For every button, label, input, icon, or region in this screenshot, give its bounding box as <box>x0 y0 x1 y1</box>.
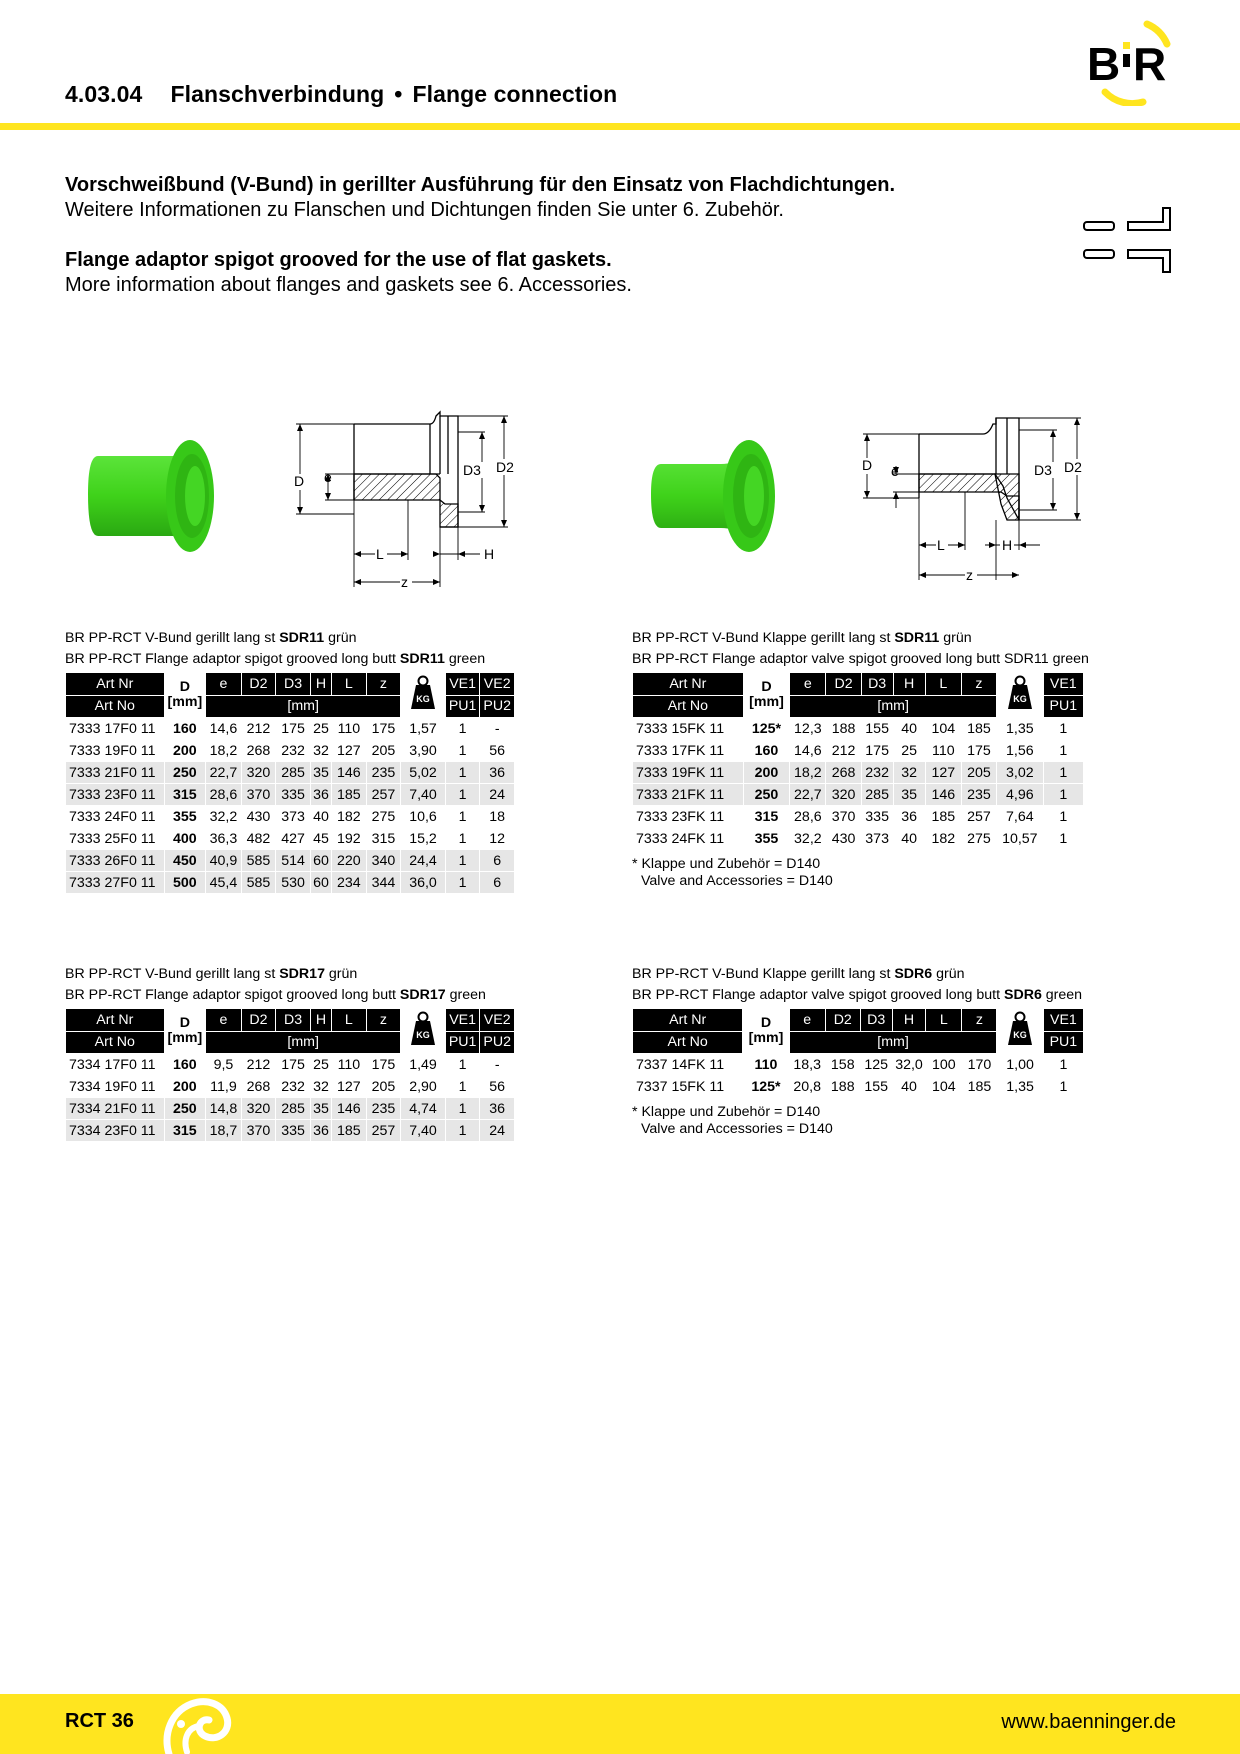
intro-en-regular: More information about flanges and gaskets see 6. Accessories. <box>65 274 632 296</box>
value-cell: 257 <box>967 808 991 825</box>
value-cell: 514 <box>276 850 310 871</box>
article-number-cell: 7333 21FK 11 <box>633 784 743 805</box>
value-cell: 482 <box>246 830 271 847</box>
value-cell: 32 <box>313 1078 329 1095</box>
dim-label-l-valve: L <box>937 537 945 553</box>
value-cell: 1 <box>446 850 480 871</box>
value-cell: 175 <box>281 720 305 737</box>
value-cell: 373 <box>281 808 305 825</box>
value-cell: 7,40 <box>401 1120 445 1141</box>
value-cell: 320 <box>242 762 276 783</box>
value-cell: 9,5 <box>213 1056 234 1073</box>
value-cell: 1 <box>446 872 480 893</box>
value-cell: 32,2 <box>209 808 238 825</box>
value-cell: 127 <box>337 742 361 759</box>
value-cell: 182 <box>337 808 361 825</box>
diameter-header: D [mm] <box>743 1009 788 1053</box>
value-cell: 370 <box>242 1120 276 1141</box>
diameter-cell: 250 <box>165 1098 206 1119</box>
value-cell: 7,40 <box>401 784 445 805</box>
table-row <box>633 806 1083 827</box>
value-cell: 14,6 <box>209 720 238 737</box>
flat-gasket-icon <box>1083 204 1173 276</box>
value-cell: 257 <box>367 1120 401 1141</box>
diameter-cell: 160 <box>754 742 779 759</box>
value-cell: 11,9 <box>210 1078 237 1095</box>
value-cell: 32 <box>894 762 925 783</box>
br-logo <box>1085 20 1180 106</box>
diameter-cell: 450 <box>165 850 206 871</box>
value-cell: 28,6 <box>794 808 822 825</box>
value-cell: 6 <box>480 872 514 893</box>
value-cell: 427 <box>281 830 305 847</box>
title-separator: • <box>394 81 403 107</box>
section-number: 4.03.04 <box>65 81 143 107</box>
value-cell: 1 <box>458 1056 467 1073</box>
value-cell: 36 <box>311 1120 331 1141</box>
value-cell: 1,49 <box>409 1056 437 1073</box>
value-cell: 4,96 <box>997 784 1043 805</box>
value-cell: 25 <box>313 1056 329 1073</box>
value-cell: 104 <box>931 720 956 737</box>
value-cell: 257 <box>367 784 401 805</box>
value-cell: 32 <box>313 742 329 759</box>
value-cell: 275 <box>967 830 991 847</box>
value-cell: 1 <box>446 1120 480 1141</box>
diameter-cell: 250 <box>744 784 790 805</box>
article-number-cell: 7337 14FK 11 <box>636 1056 725 1073</box>
table-row <box>66 1076 514 1097</box>
table-row <box>633 828 1083 849</box>
article-number-cell: 7333 24FK 11 <box>636 830 725 847</box>
value-cell: 24 <box>480 784 514 805</box>
value-cell: 1 <box>1059 808 1068 825</box>
article-number-cell: 7334 21F0 11 <box>66 1098 164 1119</box>
article-number-cell: 7333 25F0 11 <box>69 830 156 847</box>
value-cell: 220 <box>332 850 366 871</box>
value-cell: 335 <box>276 1120 310 1141</box>
diameter-cell: 355 <box>754 830 779 847</box>
value-cell: 25 <box>901 742 918 759</box>
value-cell: 2,90 <box>409 1078 437 1095</box>
diameter-cell: 125* <box>751 1078 781 1095</box>
table-title-sdr17: BR PP-RCT V-Bund gerillt lang st SDR17 grün BR PP-RCT Flange adaptor spigot grooved long butt SDR17 green <box>65 966 486 1003</box>
value-cell: 40 <box>901 1078 917 1095</box>
diameter-cell: 160 <box>173 720 197 737</box>
value-cell: 1 <box>458 1078 467 1095</box>
value-cell: 104 <box>932 1078 956 1095</box>
article-number-cell: 7333 24F0 11 <box>69 808 156 825</box>
article-number-cell: 7333 21F0 11 <box>66 762 164 783</box>
value-cell: 285 <box>276 762 310 783</box>
value-cell: 110 <box>337 1056 361 1073</box>
value-cell: 12,3 <box>794 720 822 737</box>
value-cell: 22,7 <box>790 784 825 805</box>
spec-table-sdr11: Art Nr D [mm] e D2 D3 H L z KG VE1 VE2 Art No [mm] PU1 PU2 7333 17F0 11 160 14,6 212 175 25 110 175 1,57 1 - 7333 19F0 11 200 18,2 268 232 32 127 205 3,90 1 56 7333 21F0 11 250 22,7 320 285 35 146 235 5,02 1 36 7333 23F0 11 315 28,6 370 335 36 185 257 7,40 1 24 7333 24F0 11 355 32,2 430 373 40 182 275 10,6 1 18 7333 25F0 11 400 36,3 482 427 45 192 315 15,2 1 12 7333 26F0 11 450 40,9 585 514 60 220 340 24,4 1 6 7333 27F0 11 500 45,4 585 530 60 234 344 36,0 1 6 <box>65 672 515 894</box>
value-cell: 155 <box>864 1078 889 1095</box>
diameter-cell: 315 <box>165 784 206 805</box>
table-row <box>66 1098 514 1119</box>
dim-label-d-valve: D <box>862 457 873 473</box>
svg-text:KG: KG <box>1013 694 1027 704</box>
dim-label-h: H <box>484 546 495 562</box>
svg-text:KG: KG <box>1013 1030 1027 1040</box>
table-title-sdr11: BR PP-RCT V-Bund gerillt lang st SDR11 grün BR PP-RCT Flange adaptor spigot grooved long butt SDR11 green <box>65 630 486 667</box>
table-row <box>633 718 1083 739</box>
value-cell: 232 <box>281 1078 305 1095</box>
dim-label-d3: D3 <box>463 462 481 478</box>
value-cell: 18,3 <box>793 1056 822 1073</box>
value-cell: 158 <box>830 1056 855 1073</box>
article-number-cell: 7333 23F0 11 <box>66 784 164 805</box>
value-cell: 585 <box>242 872 276 893</box>
value-cell: 185 <box>332 784 366 805</box>
value-cell: 56 <box>489 742 506 759</box>
value-cell: 373 <box>865 830 889 847</box>
technical-drawing-flange-adaptor <box>290 402 530 602</box>
value-cell: 24 <box>480 1120 514 1141</box>
table-row <box>66 828 514 849</box>
value-cell: 100 <box>932 1056 956 1073</box>
value-cell: 1 <box>1059 720 1068 737</box>
value-cell: 205 <box>371 1078 396 1095</box>
value-cell: 3,02 <box>997 762 1043 783</box>
value-cell: 175 <box>865 742 889 759</box>
value-cell: 12 <box>489 830 506 847</box>
weight-kg-icon <box>401 1009 445 1053</box>
article-number-cell: 7333 27F0 11 <box>66 872 164 893</box>
value-cell: 127 <box>926 762 961 783</box>
intro-de-bold: Vorschweißbund (V-Bund) in gerillter Ausführung für den Einsatz von Flachdichtungen. <box>65 174 896 196</box>
value-cell: 110 <box>931 742 955 759</box>
spec-table-sdr17: Art Nr D [mm] e D2 D3 H L z KG VE1 VE2 Art No [mm] PU1 PU2 7334 17F0 11 160 9,5 212 175 25 110 175 1,49 1 - 7334 19F0 11 200 11,9 268 232 32 127 205 2,90 1 56 7334 21F0 11 250 14,8 320 285 35 146 235 4,74 1 36 7334 23F0 11 315 18,7 370 335 36 185 257 7,40 1 24 <box>65 1008 515 1142</box>
value-cell: 1 <box>458 720 467 737</box>
value-cell: 175 <box>371 1056 396 1073</box>
value-cell: 232 <box>281 742 305 759</box>
value-cell: 18,2 <box>209 742 238 759</box>
article-number-cell: 7333 15FK 11 <box>636 720 725 737</box>
svg-text:KG: KG <box>416 694 430 704</box>
value-cell: 315 <box>371 830 396 847</box>
value-cell: 32,2 <box>794 830 822 847</box>
value-cell: 1,35 <box>1006 1078 1034 1095</box>
diameter-cell: 200 <box>173 1078 197 1095</box>
value-cell: 10,57 <box>1002 830 1038 847</box>
value-cell: 36 <box>311 784 331 805</box>
value-cell: 370 <box>242 784 276 805</box>
value-cell: 110 <box>337 720 361 737</box>
value-cell: 268 <box>246 1078 271 1095</box>
logo-letter-b: B <box>1087 38 1121 90</box>
value-cell: 20,8 <box>793 1078 822 1095</box>
value-cell: 205 <box>371 742 396 759</box>
diameter-cell: 400 <box>173 830 197 847</box>
value-cell: 146 <box>332 1098 366 1119</box>
value-cell: 24,4 <box>401 850 445 871</box>
dim-label-d: D <box>294 473 305 489</box>
diameter-header: D [mm] <box>165 1009 206 1053</box>
value-cell: 1,35 <box>1006 720 1034 737</box>
article-number-cell: 7333 19FK 11 <box>633 762 743 783</box>
dim-label-z: z <box>401 574 408 590</box>
diameter-cell: 315 <box>165 1120 206 1141</box>
value-cell: 1 <box>446 784 480 805</box>
value-cell: 1,57 <box>409 720 437 737</box>
value-cell: 146 <box>926 784 961 805</box>
table-row <box>633 740 1083 761</box>
diameter-header: D [mm] <box>744 673 790 717</box>
value-cell: 1 <box>446 1098 480 1119</box>
value-cell: 18,2 <box>790 762 825 783</box>
value-cell: 1 <box>1059 742 1068 759</box>
dim-label-e: e <box>324 469 332 485</box>
value-cell: 40,9 <box>206 850 241 871</box>
weight-kg-icon <box>997 1009 1042 1053</box>
value-cell: - <box>494 720 500 737</box>
footer-swirl-graphic <box>157 1694 237 1754</box>
value-cell: 35 <box>311 762 331 783</box>
diameter-cell: 125* <box>751 720 782 737</box>
value-cell: 1 <box>1059 1056 1068 1073</box>
value-cell: 1,00 <box>1006 1056 1034 1073</box>
value-cell: 40 <box>901 720 918 737</box>
value-cell: 6 <box>480 850 514 871</box>
value-cell: 234 <box>332 872 366 893</box>
article-number-cell: 7334 17F0 11 <box>69 1056 156 1073</box>
diameter-cell: 355 <box>173 808 197 825</box>
table-row <box>66 1120 514 1141</box>
intro-de-regular: Weitere Informationen zu Flanschen und Dichtungen finden Sie unter 6. Zubehör. <box>65 199 784 221</box>
value-cell: 146 <box>332 762 366 783</box>
value-cell: 192 <box>337 830 361 847</box>
value-cell: 335 <box>276 784 310 805</box>
intro-de <box>65 173 1065 223</box>
value-cell: 1 <box>1059 1078 1068 1095</box>
dim-label-d2-valve: D2 <box>1064 459 1082 475</box>
value-cell: 185 <box>332 1120 366 1141</box>
value-cell: 14,8 <box>206 1098 241 1119</box>
value-cell: 5,02 <box>401 762 445 783</box>
value-cell: 185 <box>967 1078 992 1095</box>
table-row <box>66 784 514 805</box>
value-cell: 1 <box>1044 784 1083 805</box>
article-number-cell: 7334 19F0 11 <box>69 1078 156 1095</box>
value-cell: 235 <box>367 1098 401 1119</box>
article-number-cell: 7333 19F0 11 <box>69 742 156 759</box>
product-photo-flange-adaptor <box>88 438 228 558</box>
value-cell: 170 <box>967 1056 992 1073</box>
product-photo-flange-adaptor-valve <box>651 438 791 558</box>
dim-label-e-valve: e <box>891 463 899 479</box>
weight-kg-icon <box>401 673 445 717</box>
value-cell: 3,90 <box>409 742 437 759</box>
value-cell: 45 <box>313 830 329 847</box>
value-cell: 40 <box>901 830 918 847</box>
article-number-cell: 7337 15FK 11 <box>636 1078 725 1095</box>
table-row <box>66 872 514 893</box>
value-cell: 320 <box>826 784 860 805</box>
value-cell: - <box>494 1056 500 1073</box>
value-cell: 530 <box>276 872 310 893</box>
value-cell: 4,74 <box>401 1098 445 1119</box>
website-link[interactable]: www.baenninger.de <box>1001 1711 1176 1733</box>
page-title <box>65 81 617 108</box>
value-cell: 430 <box>246 808 271 825</box>
value-cell: 28,6 <box>206 784 241 805</box>
value-cell: 285 <box>276 1098 310 1119</box>
dim-label-l: L <box>376 546 384 562</box>
table-row <box>66 806 514 827</box>
value-cell: 188 <box>831 720 856 737</box>
value-cell: 127 <box>337 1078 361 1095</box>
diameter-cell: 200 <box>744 762 790 783</box>
table-row <box>66 1054 514 1075</box>
table-row <box>633 1076 1083 1097</box>
diameter-cell: 110 <box>754 1056 778 1073</box>
spec-table-valve-sdr11: Art Nr D [mm] e D2 D3 H L z KG VE1 Art No [mm] PU1 7333 15FK 11 125* 12,3 188 155 40 104 185 1,35 1 7333 17FK 11 160 14,6 212 175 25 110 175 1,56 1 7333 19FK 11 200 18,2 268 232 32 127 205 3,02 1 7333 21FK 11 250 22,7 320 285 35 146 235 4,96 1 7333 23FK 11 315 28,6 370 335 36 185 257 7,64 1 7333 24FK 11 355 32,2 430 373 40 182 275 10,57 1 <box>632 672 1084 850</box>
value-cell: 18 <box>489 808 506 825</box>
footnote-valve-sdr6: * Klappe und Zubehör = D140 Valve and Accessories = D140 <box>632 1104 833 1137</box>
header-rule <box>0 123 1240 130</box>
value-cell: 212 <box>831 742 856 759</box>
svg-text:KG: KG <box>416 1030 430 1040</box>
value-cell: 10,6 <box>409 808 437 825</box>
value-cell: 1 <box>446 762 480 783</box>
value-cell: 185 <box>931 808 956 825</box>
value-cell: 1 <box>458 808 467 825</box>
diameter-cell: 160 <box>173 1056 197 1073</box>
value-cell: 32,0 <box>895 1056 923 1073</box>
value-cell: 212 <box>246 720 271 737</box>
table-row <box>66 718 514 739</box>
value-cell: 285 <box>862 784 893 805</box>
value-cell: 60 <box>311 850 331 871</box>
article-number-cell: 7333 17FK 11 <box>636 742 725 759</box>
value-cell: 340 <box>367 850 401 871</box>
table-row <box>66 850 514 871</box>
article-number-cell: 7333 17F0 11 <box>69 720 156 737</box>
table-title-valve-sdr11: BR PP-RCT V-Bund Klappe gerillt lang st SDR11 grün BR PP-RCT Flange adaptor valve spigot grooved long butt SDR11 green <box>632 630 1089 667</box>
diameter-cell: 200 <box>173 742 197 759</box>
technical-drawing-flange-adaptor-valve <box>855 408 1095 598</box>
value-cell: 235 <box>367 762 401 783</box>
value-cell: 56 <box>489 1078 506 1095</box>
footnote-valve-sdr11: * Klappe und Zubehör = D140 Valve and Accessories = D140 <box>632 856 833 889</box>
spec-table-valve-sdr6: Art Nr D [mm] e D2 D3 H L z KG VE1 Art No [mm] PU1 7337 14FK 11 110 18,3 158 125 32,0 100 170 1,00 1 7337 15FK 11 125* 20,8 188 155 40 104 185 1,35 1 <box>632 1008 1084 1098</box>
table-title-valve-sdr6: BR PP-RCT V-Bund Klappe gerillt lang st SDR6 grün BR PP-RCT Flange adaptor valve spigot grooved long butt SDR6 green <box>632 966 1083 1003</box>
table-row <box>66 762 514 783</box>
title-en: Flange connection <box>412 81 618 107</box>
value-cell: 155 <box>865 720 889 737</box>
value-cell: 185 <box>967 720 991 737</box>
value-cell: 1,56 <box>1006 742 1034 759</box>
value-cell: 7,64 <box>1006 808 1034 825</box>
value-cell: 35 <box>894 784 925 805</box>
value-cell: 275 <box>371 808 396 825</box>
article-number-cell: 7334 23F0 11 <box>66 1120 164 1141</box>
value-cell: 14,6 <box>794 742 822 759</box>
table-row <box>633 762 1083 783</box>
logo-letter-r: R <box>1133 38 1167 90</box>
diameter-cell: 250 <box>165 762 206 783</box>
value-cell: 188 <box>830 1078 855 1095</box>
article-number-cell: 7333 26F0 11 <box>66 850 164 871</box>
value-cell: 40 <box>313 808 329 825</box>
value-cell: 268 <box>246 742 271 759</box>
value-cell: 335 <box>865 808 889 825</box>
value-cell: 15,2 <box>409 830 437 847</box>
table-row <box>633 1054 1083 1075</box>
intro-en-bold: Flange adaptor spigot grooved for the use of flat gaskets. <box>65 249 612 271</box>
value-cell: 212 <box>246 1056 271 1073</box>
diameter-cell: 315 <box>754 808 779 825</box>
value-cell: 585 <box>242 850 276 871</box>
diameter-header: D [mm] <box>165 673 206 717</box>
value-cell: 1 <box>458 742 467 759</box>
value-cell: 45,4 <box>206 872 241 893</box>
value-cell: 175 <box>371 720 396 737</box>
title-de: Flanschverbindung <box>170 81 385 107</box>
value-cell: 1 <box>1044 762 1083 783</box>
value-cell: 1 <box>1059 830 1068 847</box>
page-label: RCT 36 <box>65 1710 134 1732</box>
value-cell: 36 <box>480 1098 514 1119</box>
value-cell: 232 <box>862 762 893 783</box>
value-cell: 175 <box>967 742 991 759</box>
dim-label-d3-valve: D3 <box>1034 462 1052 478</box>
weight-kg-icon <box>997 673 1043 717</box>
value-cell: 36 <box>480 762 514 783</box>
article-number-cell: 7333 23FK 11 <box>636 808 725 825</box>
value-cell: 36 <box>901 808 918 825</box>
dim-label-z-valve: z <box>966 567 973 583</box>
value-cell: 18,7 <box>206 1120 241 1141</box>
value-cell: 370 <box>831 808 856 825</box>
value-cell: 25 <box>313 720 329 737</box>
value-cell: 36,0 <box>401 872 445 893</box>
value-cell: 125 <box>864 1056 889 1073</box>
dim-label-h-valve: H <box>1002 537 1013 553</box>
value-cell: 205 <box>962 762 996 783</box>
value-cell: 320 <box>242 1098 276 1119</box>
value-cell: 344 <box>367 872 401 893</box>
value-cell: 35 <box>311 1098 331 1119</box>
value-cell: 60 <box>311 872 331 893</box>
value-cell: 268 <box>826 762 860 783</box>
diameter-cell: 500 <box>165 872 206 893</box>
value-cell: 22,7 <box>206 762 241 783</box>
value-cell: 182 <box>931 830 956 847</box>
value-cell: 175 <box>281 1056 305 1073</box>
table-row <box>633 784 1083 805</box>
value-cell: 1 <box>458 830 467 847</box>
value-cell: 430 <box>831 830 856 847</box>
table-row <box>66 740 514 761</box>
value-cell: 235 <box>962 784 996 805</box>
dim-label-d2: D2 <box>496 459 514 475</box>
intro-en <box>65 248 1065 298</box>
value-cell: 36,3 <box>209 830 238 847</box>
